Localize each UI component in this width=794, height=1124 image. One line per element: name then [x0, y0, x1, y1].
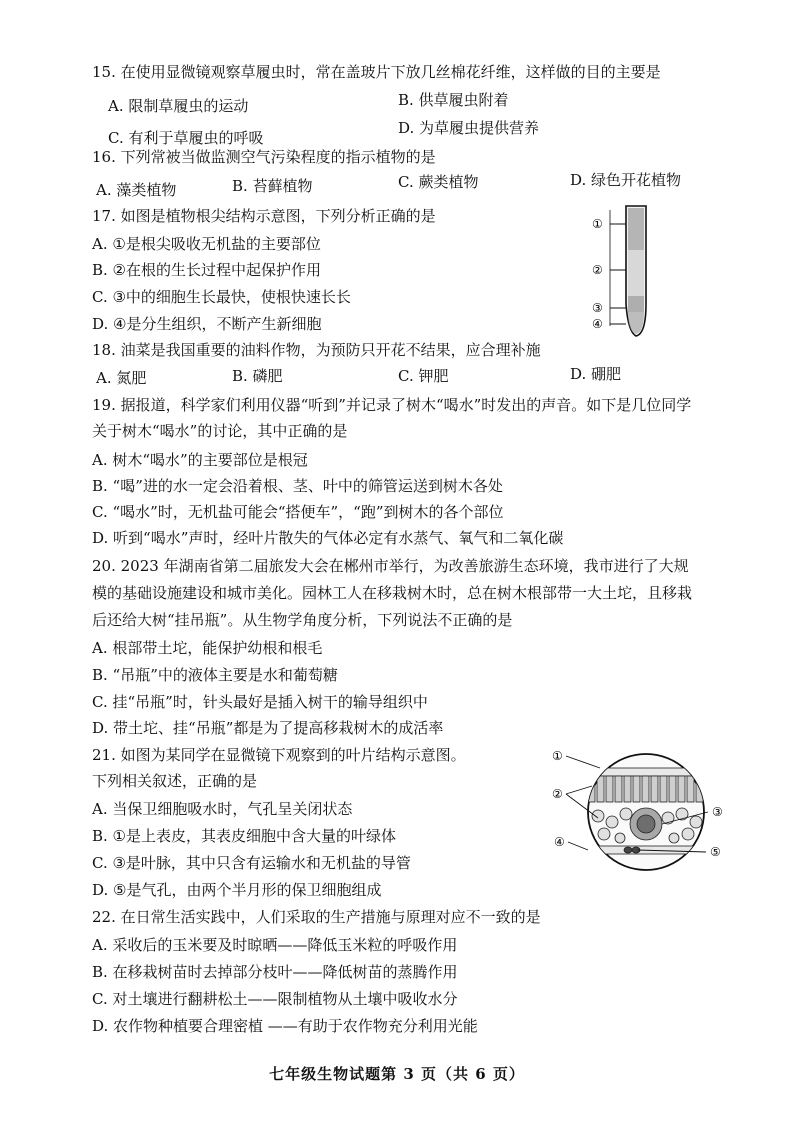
page-footer: 七年级生物试题第 3 页（共 6 页）: [269, 1065, 525, 1083]
q20-stem-line1: 20. 2023 年湖南省第二届旅发大会在郴州市举行，为改善旅游生态环境，我市进行了大规: [92, 557, 689, 575]
q21-option-d: D. ⑤是气孔，由两个半月形的保卫细胞组成: [92, 881, 382, 899]
q17-option-a: A. ①是根尖吸收无机盐的主要部位: [92, 235, 321, 253]
q20-option-c: C. 挂“吊瓶”时，针头最好是插入树干的输导组织中: [92, 693, 428, 711]
q20-option-b: B. “吊瓶”中的液体主要是水和葡萄糖: [92, 666, 338, 684]
q19-option-c: C. “喝水”时，无机盐可能会“搭便车”，“跑”到树木的各个部位: [92, 503, 504, 521]
q16-option-c: C. 蕨类植物: [398, 173, 479, 191]
q20-option-a: A. 根部带土坨，能保护幼根和根毛: [92, 639, 323, 657]
q21-stem-line2: 下列相关叙述，正确的是: [92, 772, 258, 790]
q18-option-d: D. 硼肥: [570, 365, 622, 383]
leaf-label-3: ③: [712, 805, 723, 819]
q18-stem: 18. 油菜是我国重要的油料作物，为预防只开花不结果，应合理补施: [92, 341, 541, 359]
leaf-label-2: ②: [552, 787, 563, 801]
q17-option-b: B. ②在根的生长过程中起保护作用: [92, 261, 322, 279]
q17-option-c: C. ③中的细胞生长最快，使根快速长长: [92, 288, 351, 306]
q21-option-c: C. ③是叶脉，其中只含有运输水和无机盐的导管: [92, 854, 411, 872]
q15-option-c: C. 有利于草履虫的呼吸: [108, 129, 264, 147]
leaf-label-4: ④: [554, 835, 565, 849]
q16-option-d: D. 绿色开花植物: [570, 171, 682, 189]
q19-option-a: A. 树木“喝水”的主要部位是根冠: [92, 451, 308, 469]
q22-option-c: C. 对土壤进行翻耕松土——限制植物从土壤中吸收水分: [92, 990, 458, 1008]
leaf-label-5: ⑤: [710, 845, 721, 859]
q19-option-d: D. 听到“喝水”声时，经叶片散失的气体必定有水蒸气、氧气和二氧化碳: [92, 529, 564, 547]
q15-option-d: D. 为草履虫提供营养: [398, 119, 540, 137]
q18-option-b: B. 磷肥: [232, 367, 283, 385]
q20-option-d: D. 带土坨、挂“吊瓶”都是为了提高移栽树木的成活率: [92, 719, 444, 737]
root-label-2: ②: [592, 263, 603, 277]
root-label-3: ③: [592, 301, 603, 315]
q15-option-b: B. 供草履虫附着: [398, 91, 509, 109]
leaf-structure-diagram: [548, 746, 738, 876]
q21-option-a: A. 当保卫细胞吸水时，气孔呈关闭状态: [92, 800, 353, 818]
q16-option-b: B. 苔藓植物: [232, 177, 313, 195]
q22-option-a: A. 采收后的玉米要及时晾晒——降低玉米粒的呼吸作用: [92, 936, 458, 954]
q18-option-c: C. 钾肥: [398, 367, 449, 385]
q17-stem: 17. 如图是植物根尖结构示意图，下列分析正确的是: [92, 207, 436, 225]
q15-stem: 15. 在使用显微镜观察草履虫时，常在盖玻片下放几丝棉花纤维，这样做的目的主要是: [92, 63, 661, 81]
q15-option-a: A. 限制草履虫的运动: [108, 97, 249, 115]
q18-option-a: A. 氮肥: [96, 369, 147, 387]
q21-stem-line1: 21. 如图为某同学在显微镜下观察到的叶片结构示意图。: [92, 746, 466, 764]
q19-stem-line2: 关于树木“喝水”的讨论，其中正确的是: [92, 422, 348, 440]
q22-option-d: D. 农作物种植要合理密植 ——有助于农作物充分利用光能: [92, 1017, 478, 1035]
q22-option-b: B. 在移栽树苗时去掉部分枝叶——降低树苗的蒸腾作用: [92, 963, 458, 981]
root-tip-diagram: [588, 200, 668, 340]
q20-stem-line2: 模的基础设施建设和城市美化。园林工人在移栽树木时，总在树木根部带一大土坨，且移栽: [92, 584, 693, 602]
root-label-4: ④: [592, 317, 603, 331]
q16-option-a: A. 藻类植物: [96, 181, 177, 199]
leaf-label-1: ①: [552, 749, 563, 763]
q19-stem-line1: 19. 据报道，科学家们利用仪器“听到”并记录了树木“喝水”时发出的声音。如下是几位同学: [92, 396, 692, 414]
q16-stem: 16. 下列常被当做监测空气污染程度的指示植物的是: [92, 148, 436, 166]
q20-stem-line3: 后还给大树“挂吊瓶”。从生物学角度分析，下列说法不正确的是: [92, 611, 513, 629]
q17-option-d: D. ④是分生组织，不断产生新细胞: [92, 315, 322, 333]
root-label-1: ①: [592, 217, 603, 231]
q21-option-b: B. ①是上表皮，其表皮细胞中含大量的叶绿体: [92, 827, 397, 845]
q19-option-b: B. “喝”进的水一定会沿着根、茎、叶中的筛管运送到树木各处: [92, 477, 503, 495]
q22-stem: 22. 在日常生活实践中，人们采取的生产措施与原理对应不一致的是: [92, 908, 541, 926]
